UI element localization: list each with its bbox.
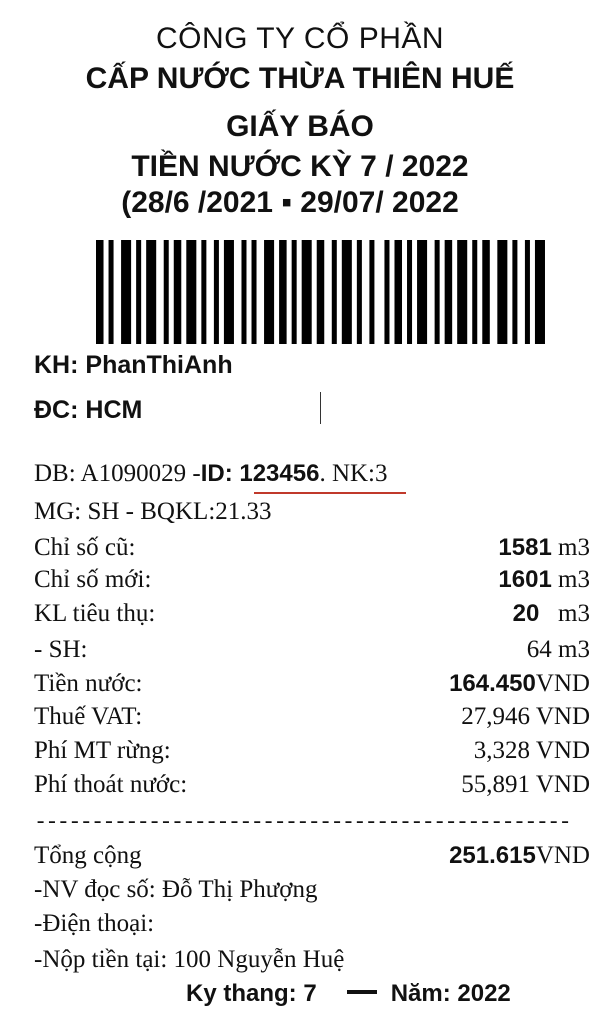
barcode-bar <box>214 240 219 344</box>
total-value: 251.615 <box>449 842 536 869</box>
barcode-bar <box>136 240 141 344</box>
reading-unit: m3 <box>558 534 590 561</box>
charge-value: 3,328 VND <box>473 737 590 764</box>
customer-name-line <box>34 351 233 380</box>
reading-value: 20 <box>512 600 540 627</box>
company-name-line1: CÔNG TY CỔ PHẦN <box>155 22 445 55</box>
payment-location-line: -Nộp tiền tại: 100 Nguyễn Huệ <box>34 946 345 973</box>
reading-value: 1601 <box>498 566 552 593</box>
footer-dash <box>347 990 377 994</box>
barcode <box>96 240 550 344</box>
charge-label: Thuế VAT: <box>34 703 143 730</box>
phone-line: -Điện thoại: <box>34 910 155 937</box>
reading-label: - SH: <box>34 636 88 663</box>
footer-period <box>186 980 511 1008</box>
customer-address: HCM <box>85 396 143 424</box>
customer-address-label: ĐC: <box>34 396 79 424</box>
barcode-bar <box>417 240 427 344</box>
barcode-bar <box>394 240 402 344</box>
document-title: GIẤY BÁO <box>226 110 374 143</box>
customer-name-label: KH: <box>34 351 79 379</box>
barcode-bar <box>121 240 131 344</box>
charge-value: 164.450 <box>449 670 536 697</box>
barcode-bar <box>264 240 274 344</box>
charge-label: Tiền nước: <box>34 670 143 697</box>
price-group: MG: SH - BQKL:21.33 <box>34 498 272 525</box>
barcode-bar <box>357 240 362 344</box>
company-name-line2: CẤP NƯỚC THỪA THIÊN HUẾ <box>85 62 515 95</box>
customer-name: PhanThiAnh <box>85 351 233 379</box>
household-count: . NK:3 <box>319 460 388 487</box>
charge-label: Phí thoát nước: <box>34 771 188 798</box>
barcode-bar <box>512 240 517 344</box>
text-cursor-mark <box>320 392 321 424</box>
reading-unit: m3 <box>558 600 590 627</box>
barcode-bar <box>146 240 156 344</box>
barcode-bar <box>342 240 352 344</box>
barcode-bar <box>201 240 206 344</box>
barcode-bar <box>164 240 169 344</box>
barcode-bar <box>407 240 412 344</box>
barcode-bar <box>384 240 389 344</box>
meter-reader-line: -NV đọc số: Đỗ Thị Phượng <box>34 876 318 903</box>
reading-unit: m3 <box>558 566 590 593</box>
footer-year: Năm: 2022 <box>390 980 511 1007</box>
barcode-bar <box>435 240 440 344</box>
total-label: Tổng cộng <box>34 842 142 869</box>
barcode-bar <box>317 240 325 344</box>
barcode-bar <box>302 240 312 344</box>
barcode-bar <box>445 240 453 344</box>
db-code: DB: A1090029 - <box>34 460 201 487</box>
barcode-bar <box>525 240 530 344</box>
reading-label: KL tiêu thụ: <box>34 600 156 627</box>
reading-label: Chỉ số mới: <box>34 566 152 593</box>
billing-period: TIỀN NƯỚC KỲ 7 / 2022 <box>131 150 469 183</box>
customer-address-line <box>34 396 142 425</box>
dashed-divider: ----------------------------------------------- <box>34 810 570 835</box>
barcode-bar <box>457 240 467 344</box>
charge-value: 55,891 VND <box>461 771 590 798</box>
barcode-bar <box>279 240 287 344</box>
barcode-bar <box>292 240 297 344</box>
barcode-bar <box>535 240 545 344</box>
barcode-bar <box>332 240 337 344</box>
charge-value: 27,946 VND <box>461 703 590 730</box>
barcode-bar <box>241 240 246 344</box>
charge-unit: VND <box>535 670 590 697</box>
barcode-bar <box>482 240 490 344</box>
footer-month: Ky thang: 7 <box>186 980 317 1007</box>
barcode-bar <box>224 240 234 344</box>
barcode-bar <box>472 240 477 344</box>
reading-value: 1581 <box>498 534 552 561</box>
reading-value: 64 m3 <box>526 636 590 663</box>
reading-label: Chỉ số cũ: <box>34 534 136 561</box>
barcode-bar <box>497 240 507 344</box>
barcode-bar <box>252 240 257 344</box>
charge-label: Phí MT rừng: <box>34 737 171 764</box>
barcode-bar <box>186 240 196 344</box>
barcode-bar <box>96 240 104 344</box>
billing-date-range: (28/6 /2021 ▪ 29/07/ 2022 <box>121 186 459 219</box>
id-underline <box>254 492 406 494</box>
barcode-bar <box>109 240 114 344</box>
barcode-bar <box>174 240 182 344</box>
customer-id: ID: 123456 <box>200 460 320 487</box>
total-unit: VND <box>535 842 590 869</box>
barcode-bar <box>369 240 374 344</box>
